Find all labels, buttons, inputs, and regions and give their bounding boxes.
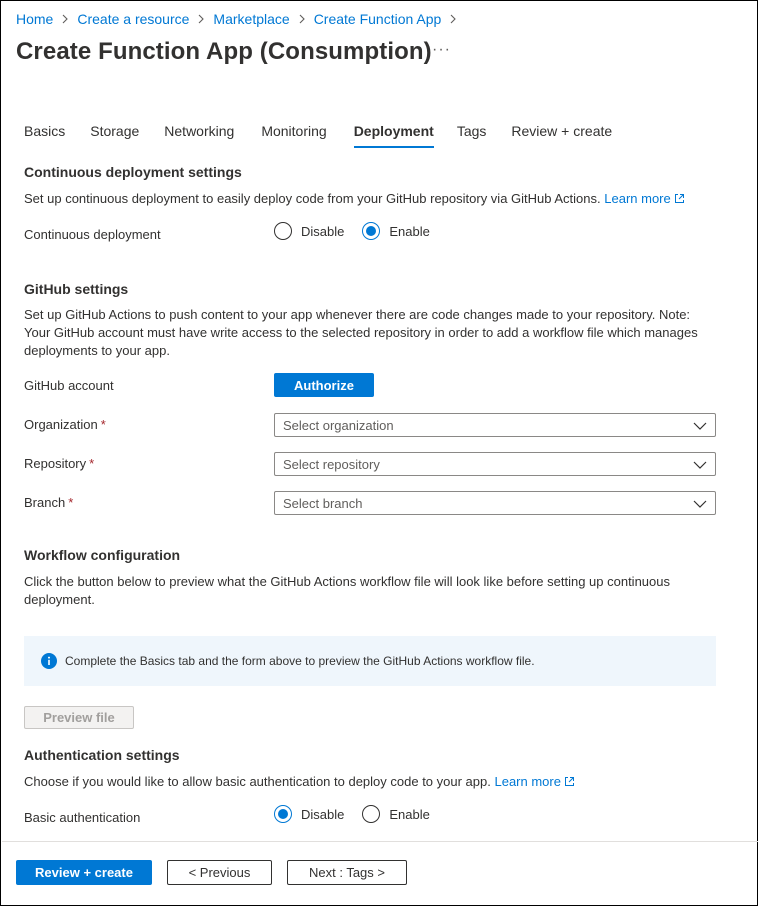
chevron-down-icon bbox=[693, 497, 707, 512]
radio-label: Disable bbox=[301, 806, 345, 822]
chevron-right-icon bbox=[449, 14, 457, 24]
workflow-desc-line: Click the button below to preview what the GitHub Actions workflow file will look like before setting up continuous bbox=[24, 574, 670, 589]
branch-placeholder: Select branch bbox=[283, 495, 363, 511]
learn-more-link[interactable] bbox=[604, 191, 684, 206]
repository-dropdown[interactable] bbox=[274, 452, 716, 476]
github-desc-line: deployments to your app. bbox=[24, 343, 170, 358]
auth-enable-radio[interactable] bbox=[362, 805, 429, 823]
next-button[interactable]: Next : Tags > bbox=[287, 860, 407, 885]
tab-bar bbox=[24, 123, 612, 148]
branch-label-text: Branch bbox=[24, 495, 66, 510]
github-settings-heading: GitHub settings bbox=[24, 281, 129, 297]
continuous-deployment-text: Set up continuous deployment to easily deploy code from your GitHub repository via GitHub Actions. bbox=[24, 191, 601, 206]
breadcrumb-marketplace[interactable]: Marketplace bbox=[213, 11, 290, 27]
authentication-text: Choose if you would like to allow basic authentication to deploy code to your app. bbox=[24, 774, 491, 789]
page-title: Create Function App (Consumption) bbox=[16, 38, 432, 65]
breadcrumb bbox=[16, 11, 465, 27]
organization-dropdown[interactable] bbox=[274, 413, 716, 437]
learn-more-label: Learn more bbox=[494, 774, 561, 789]
preview-file-button[interactable]: Preview file bbox=[24, 706, 134, 729]
tab-storage[interactable]: Storage bbox=[90, 123, 140, 139]
workflow-configuration-heading: Workflow configuration bbox=[24, 547, 181, 563]
tab-deployment[interactable]: Deployment bbox=[354, 123, 434, 148]
organization-placeholder: Select organization bbox=[283, 417, 394, 433]
authorize-button[interactable]: Authorize bbox=[274, 373, 374, 397]
tab-review-create[interactable]: Review + create bbox=[511, 123, 613, 139]
github-desc-line: Your GitHub account must have write access to the selected repository in order to add a workflow file which manages bbox=[24, 325, 698, 340]
learn-more-label: Learn more bbox=[604, 191, 671, 206]
continuous-deployment-label: Continuous deployment bbox=[24, 227, 161, 242]
github-desc-line: Set up GitHub Actions to push content to your app whenever there are code changes made to your repository. Note: bbox=[24, 307, 691, 322]
radio-label: Enable bbox=[389, 806, 430, 822]
required-mark: * bbox=[89, 456, 95, 471]
chevron-down-icon bbox=[693, 419, 707, 434]
footer-divider bbox=[2, 841, 758, 842]
more-options-icon[interactable]: ··· bbox=[432, 41, 451, 58]
tab-monitoring[interactable]: Monitoring bbox=[261, 123, 327, 139]
continuous-disable-radio[interactable] bbox=[274, 222, 344, 240]
previous-button[interactable]: < Previous bbox=[167, 860, 272, 885]
required-mark: * bbox=[68, 495, 74, 510]
chevron-right-icon bbox=[61, 14, 69, 24]
info-banner bbox=[24, 636, 716, 686]
breadcrumb-home[interactable]: Home bbox=[16, 11, 54, 27]
chevron-down-icon bbox=[693, 458, 707, 473]
organization-label-text: Organization bbox=[24, 417, 98, 432]
radio-label: Disable bbox=[301, 223, 345, 239]
radio-unchecked-icon bbox=[274, 222, 292, 240]
repository-placeholder: Select repository bbox=[283, 456, 380, 472]
branch-label bbox=[24, 495, 73, 510]
tab-basics[interactable]: Basics bbox=[24, 123, 66, 139]
workflow-desc-line: deployment. bbox=[24, 592, 95, 607]
breadcrumb-create-function-app[interactable]: Create Function App bbox=[313, 11, 442, 27]
continuous-enable-radio[interactable] bbox=[362, 222, 429, 240]
repository-label-text: Repository bbox=[24, 456, 87, 471]
external-link-icon bbox=[674, 191, 685, 209]
radio-label: Enable bbox=[389, 223, 430, 239]
repository-label bbox=[24, 456, 94, 471]
info-icon bbox=[41, 653, 57, 669]
branch-dropdown[interactable] bbox=[274, 491, 716, 515]
continuous-deployment-heading: Continuous deployment settings bbox=[24, 164, 242, 180]
auth-disable-radio[interactable] bbox=[274, 805, 344, 823]
review-create-button[interactable]: Review + create bbox=[16, 860, 152, 885]
basic-authentication-label: Basic authentication bbox=[24, 810, 141, 825]
github-account-label: GitHub account bbox=[24, 378, 114, 393]
github-settings-description bbox=[24, 306, 724, 360]
radio-unchecked-icon bbox=[362, 805, 380, 823]
tab-tags[interactable]: Tags bbox=[456, 123, 487, 139]
continuous-deployment-description bbox=[24, 190, 724, 209]
radio-checked-icon bbox=[274, 805, 292, 823]
organization-label bbox=[24, 417, 106, 432]
tab-networking[interactable]: Networking bbox=[164, 123, 235, 139]
authentication-description bbox=[24, 773, 724, 792]
workflow-description bbox=[24, 573, 724, 609]
required-mark: * bbox=[100, 417, 106, 432]
authentication-settings-heading: Authentication settings bbox=[24, 747, 180, 763]
learn-more-link[interactable] bbox=[494, 774, 574, 789]
breadcrumb-create-resource[interactable]: Create a resource bbox=[77, 11, 190, 27]
basic-authentication-radio-group bbox=[274, 805, 446, 823]
radio-checked-icon bbox=[362, 222, 380, 240]
chevron-right-icon bbox=[298, 14, 306, 24]
continuous-deployment-radio-group bbox=[274, 222, 446, 240]
info-text: Complete the Basics tab and the form above to preview the GitHub Actions workflow file. bbox=[65, 654, 535, 668]
external-link-icon bbox=[564, 774, 575, 792]
chevron-right-icon bbox=[197, 14, 205, 24]
